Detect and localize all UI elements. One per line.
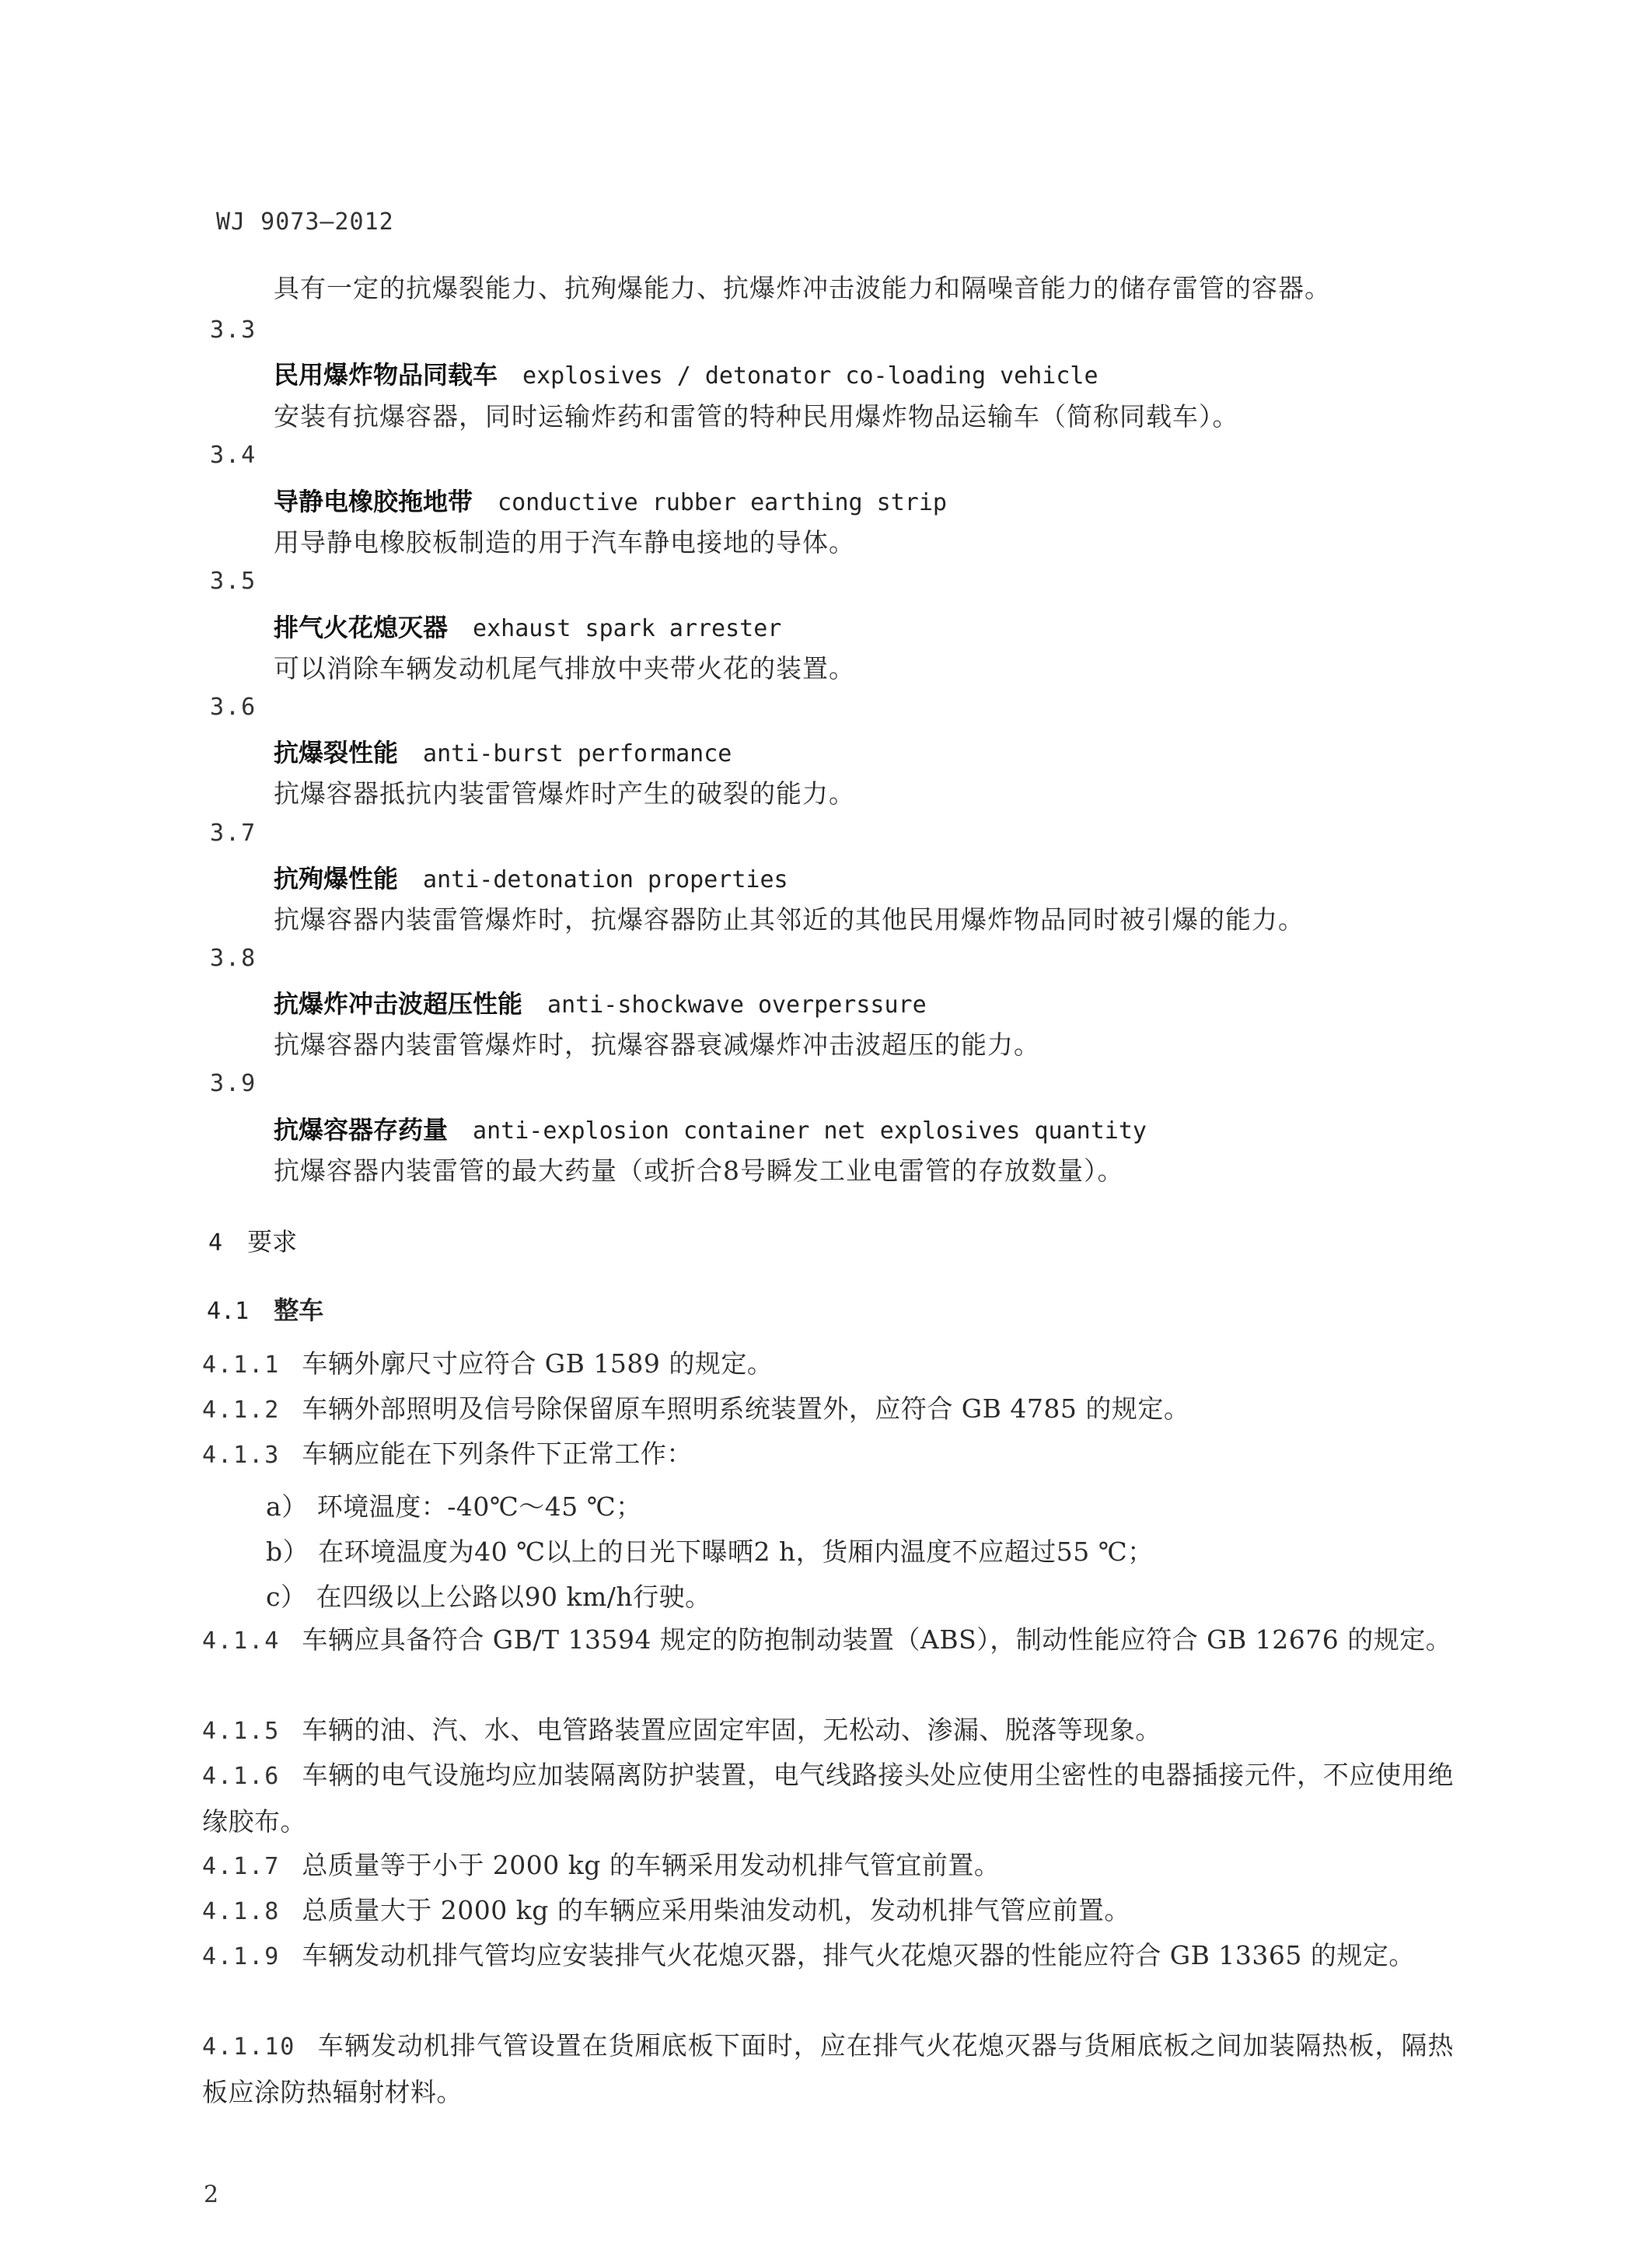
clause-text: 总质量等于小于 2000 kg 的车辆采用发动机排气管宜前置。 [302,1850,1001,1880]
clause-text: 车辆外部照明及信号除保留原车照明系统装置外，应符合 GB 4785 的规定。 [302,1393,1190,1424]
clause-4-1-5 [202,1708,1454,1754]
clause-number: 4.1.5 [202,1718,281,1745]
term-definition: 抗爆容器内装雷管爆炸时，抗爆容器防止其邻近的其他民用爆炸物品同时被引爆的能力。 [274,904,1304,935]
clause-number: 4.1.7 [202,1853,281,1880]
section-title: 整车 [274,1295,324,1325]
list-item [266,1577,711,1613]
clause-4-1-8 [202,1888,1454,1935]
term-definition: 抗爆容器内装雷管爆炸时，抗爆容器衰减爆炸冲击波超压的能力。 [274,1030,1040,1060]
clause-4-1-9 [202,1933,1454,1980]
clause-4-1-2 [202,1386,1454,1433]
term-title [274,733,732,769]
term-title [274,482,947,518]
section-title: 要求 [247,1227,298,1257]
term-title [274,608,781,644]
term-number: 3.3 [210,316,257,344]
clause-text: 车辆的油、汽、水、电管路装置应固定牢固，无松动、渗漏、脱落等现象。 [302,1715,1161,1745]
term-definition: 抗爆容器内装雷管的最大药量（或折合8号瞬发工业电雷管的存放数量）。 [274,1155,1124,1186]
section-heading-4 [208,1222,297,1258]
term-title [274,984,927,1020]
term-definition: 安装有抗爆容器，同时运输炸药和雷管的特种民用爆炸物品运输车（简称同载车）。 [274,401,1239,432]
list-marker: c） [266,1582,307,1612]
clause-4-1-7 [202,1843,1454,1890]
term-definition: 抗爆容器抵抗内装雷管爆炸时产生的破裂的能力。 [274,778,855,809]
clause-text: 车辆的电气设施均应加装隔离防护装置，电气线路接头处应使用尘密性的电器插接元件，不应使用绝缘胶布。 [202,1760,1454,1837]
list-text: 在环境温度为40 ℃以上的日光下曝晒2 h，货厢内温度不应超过55 ℃； [318,1537,1154,1567]
term-number: 3.8 [210,945,257,972]
clause-text: 车辆发动机排气管均应安装排气火花熄灭器，排气火花熄灭器的性能应符合 GB 13365 的规定。 [302,1940,1415,1970]
clause-4-1-3 [202,1432,1454,1478]
clause-text: 车辆应具备符合 GB/T 13594 规定的防抱制动装置（ABS），制动性能应符合 GB 12676 的规定。 [302,1624,1452,1655]
term-number: 3.5 [210,568,257,595]
term-cn: 民用爆炸物品同载车 [274,360,498,390]
clause-text: 车辆应能在下列条件下正常工作： [302,1439,693,1469]
term-cn: 排气火花熄灭器 [274,613,449,642]
clause-number: 4.1.6 [202,1763,281,1790]
clause-number: 4.1.10 [202,2033,296,2061]
term-title [274,859,788,895]
term-cn: 抗殉爆性能 [274,864,399,893]
list-marker: a） [266,1491,308,1522]
clause-number: 4.1.4 [202,1627,281,1655]
clause-number: 4.1.1 [202,1351,281,1379]
clause-number: 4.1.9 [202,1943,281,1970]
term-en: explosives / detonator co-loading vehicle [522,362,1098,390]
section-number: 4 [208,1229,223,1257]
list-item [266,1532,1154,1568]
term-en: anti-shockwave overperssure [547,991,927,1019]
term-definition: 可以消除车辆发动机尾气排放中夹带火花的装置。 [274,653,855,683]
clause-text: 总质量大于 2000 kg 的车辆应采用柴油发动机，发动机排气管应前置。 [302,1895,1130,1925]
term-title [274,355,1098,391]
clause-text: 车辆发动机排气管设置在货厢底板下面时，应在排气火花熄灭器与货厢底板之间加装隔热板，隔热板应涂防热辐射材料。 [202,2030,1454,2107]
term-number: 3.6 [210,694,257,721]
list-text: 环境温度：-40℃～45 ℃； [316,1491,642,1522]
continuation-text: 具有一定的抗爆裂能力、抗殉爆能力、抗爆炸冲击波能力和隔噪音能力的储存雷管的容器。 [274,273,1331,303]
term-number: 3.9 [210,1070,257,1097]
clause-4-1-10 [202,2023,1454,2115]
list-marker: b） [266,1537,309,1567]
term-cn: 抗爆容器存药量 [274,1115,449,1145]
term-en: anti-detonation properties [423,866,788,893]
clause-number: 4.1.2 [202,1397,281,1424]
clause-number: 4.1.8 [202,1898,281,1925]
term-en: anti-explosion container net explosives quantity [473,1117,1147,1145]
standard-code-header: WJ 9073—2012 [216,208,394,236]
term-en: anti-burst performance [423,740,732,767]
list-text: 在四级以上公路以90 km/h行驶。 [316,1582,711,1612]
list-item [266,1487,642,1523]
term-number: 3.4 [210,442,257,469]
term-cn: 抗爆裂性能 [274,738,399,767]
clause-4-1-4 [202,1617,1454,1664]
clause-4-1-6 [202,1753,1454,1844]
term-en: exhaust spark arrester [473,615,782,642]
page-number: 2 [204,2181,219,2208]
term-number: 3.7 [210,820,257,847]
clause-number: 4.1.3 [202,1442,281,1469]
term-title [274,1110,1147,1146]
term-en: conductive rubber earthing strip [498,489,947,516]
clause-text: 车辆外廓尺寸应符合 GB 1589 的规定。 [302,1348,774,1379]
clause-4-1-1 [202,1341,1454,1388]
term-definition: 用导静电橡胶板制造的用于汽车静电接地的导体。 [274,527,855,558]
term-cn: 抗爆炸冲击波超压性能 [274,989,523,1019]
section-number: 4.1 [207,1298,250,1325]
section-heading-4-1 [207,1291,323,1327]
term-cn: 导静电橡胶拖地带 [274,487,473,516]
